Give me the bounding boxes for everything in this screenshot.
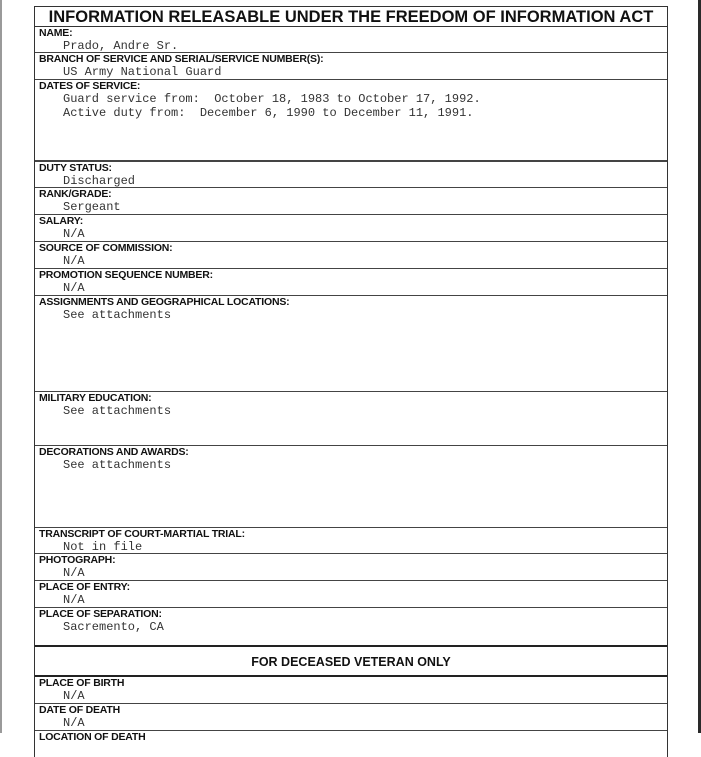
- field-label: SALARY:: [39, 215, 84, 227]
- field-label: DATE OF DEATH: [39, 704, 121, 716]
- field-label: PLACE OF SEPARATION:: [39, 608, 162, 620]
- field-date-of-death: [35, 704, 667, 731]
- field-value: See attachments: [63, 308, 172, 322]
- field-value: N/A: [63, 689, 85, 703]
- field-value: N/A: [63, 566, 85, 580]
- field-source-of-commission: [35, 242, 667, 269]
- field-label: MILITARY EDUCATION:: [39, 392, 152, 404]
- field-label: SOURCE OF COMMISSION:: [39, 242, 173, 254]
- field-rank-grade: [35, 188, 667, 215]
- field-label: NAME:: [39, 27, 73, 39]
- field-photograph: [35, 554, 667, 581]
- field-label: ASSIGNMENTS AND GEOGRAPHICAL LOCATIONS:: [39, 296, 290, 308]
- field-value: Not in file: [63, 540, 143, 554]
- field-salary: [35, 215, 667, 242]
- field-label: PLACE OF ENTRY:: [39, 581, 130, 593]
- field-label: DECORATIONS AND AWARDS:: [39, 446, 189, 458]
- field-court-martial-transcript: [35, 528, 667, 554]
- field-military-education: [35, 392, 667, 446]
- field-value: Sacremento, CA: [63, 620, 164, 634]
- field-value: Prado, Andre Sr.: [63, 39, 179, 53]
- field-value: See attachments: [63, 404, 172, 418]
- page-edge: [0, 0, 2, 733]
- field-value: Discharged: [63, 174, 136, 188]
- field-value: See attachments: [63, 458, 172, 472]
- field-place-of-entry: [35, 581, 667, 608]
- field-value: N/A: [63, 593, 85, 607]
- field-label: PLACE OF BIRTH: [39, 677, 125, 689]
- field-label: PROMOTION SEQUENCE NUMBER:: [39, 269, 213, 281]
- field-label: LOCATION OF DEATH: [39, 731, 146, 743]
- field-value: N/A: [63, 254, 85, 268]
- field-value: N/A: [63, 281, 85, 295]
- field-label: DATES OF SERVICE:: [39, 80, 141, 92]
- field-value: Guard service from: October 18, 1983 to October 17, 1992.: [63, 92, 481, 106]
- form-title: INFORMATION RELEASABLE UNDER THE FREEDOM OF INFORMATION ACT: [35, 7, 667, 27]
- field-label: BRANCH OF SERVICE AND SERIAL/SERVICE NUMBER(S):: [39, 53, 324, 65]
- field-decorations-and-awards: [35, 446, 667, 528]
- field-value: Active duty from: December 6, 1990 to December 11, 1991.: [63, 106, 474, 120]
- field-label: DUTY STATUS:: [39, 162, 112, 174]
- field-name: [35, 27, 667, 53]
- foia-form: [34, 6, 668, 757]
- field-duty-status: [35, 161, 667, 188]
- field-value: N/A: [63, 716, 85, 730]
- field-label: TRANSCRIPT OF COURT-MARTIAL TRIAL:: [39, 528, 245, 540]
- deceased-section-heading: FOR DECEASED VETERAN ONLY: [35, 645, 667, 677]
- field-location-of-death: [35, 731, 667, 757]
- field-place-of-birth: [35, 677, 667, 704]
- field-value: N/A: [63, 227, 85, 241]
- field-assignments: [35, 296, 667, 392]
- field-promotion-sequence-number: [35, 269, 667, 296]
- field-value: US Army National Guard: [63, 65, 222, 79]
- field-label: PHOTOGRAPH:: [39, 554, 116, 566]
- field-dates-of-service: [35, 80, 667, 161]
- field-value: Sergeant: [63, 200, 121, 214]
- field-label: RANK/GRADE:: [39, 188, 112, 200]
- field-place-of-separation: [35, 608, 667, 645]
- field-branch: [35, 53, 667, 80]
